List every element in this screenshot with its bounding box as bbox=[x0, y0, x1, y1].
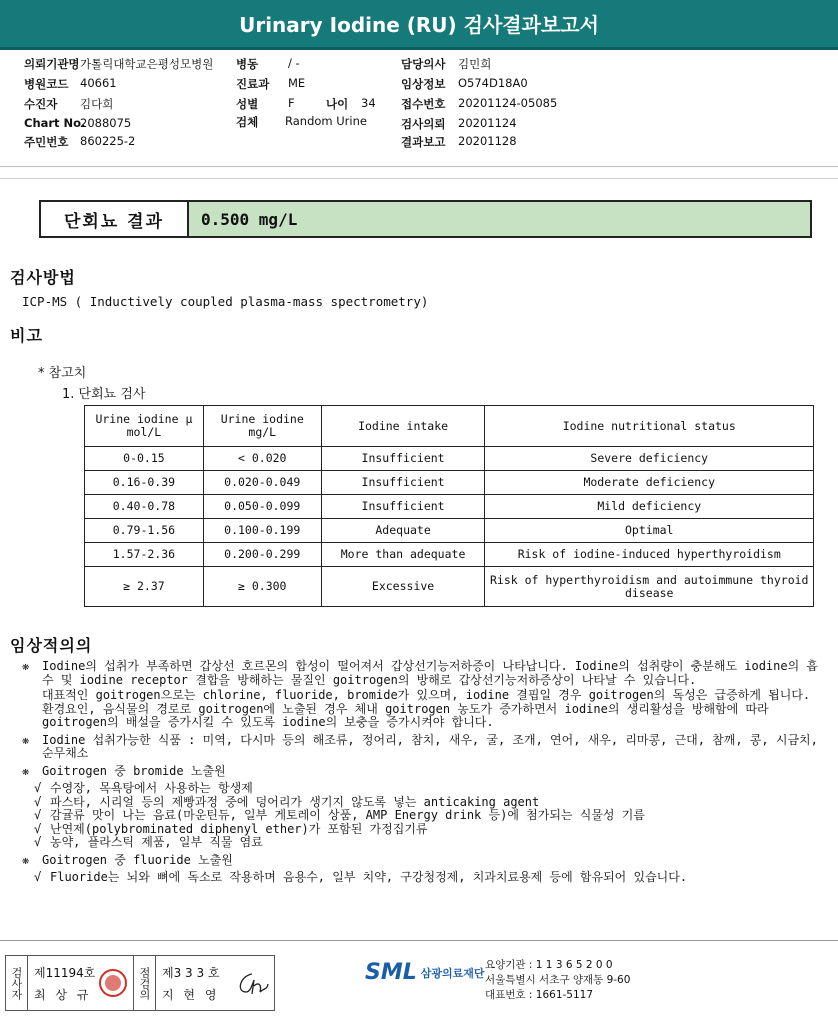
department-value: ME bbox=[288, 76, 306, 90]
signature-box bbox=[5, 955, 275, 1011]
specimen-value: Random Urine bbox=[285, 114, 367, 128]
method-title: 검사방법 bbox=[10, 268, 76, 287]
table-cell: 0.40-0.78 bbox=[85, 495, 204, 519]
doctor-value: 김민희 bbox=[458, 57, 492, 71]
examiner-number: 제11194호 bbox=[34, 966, 96, 980]
table-cell: 0-0.15 bbox=[85, 447, 204, 471]
reviewer-tag: 점검의 bbox=[134, 956, 156, 1010]
resident-label: 주민번호 bbox=[24, 135, 69, 149]
column-header: Iodine intake bbox=[321, 406, 485, 447]
list-item bbox=[34, 809, 822, 823]
table-cell: Mild deficiency bbox=[485, 495, 814, 519]
sex-label: 성별 bbox=[236, 97, 259, 111]
chart-label: Chart No. bbox=[24, 116, 86, 130]
footer-divider bbox=[0, 940, 838, 941]
table-cell: 0.100-0.199 bbox=[203, 519, 321, 543]
clinical-item bbox=[22, 765, 822, 779]
column-header: Urine iodine mg/L bbox=[203, 406, 321, 447]
table-cell: 0.16-0.39 bbox=[85, 471, 204, 495]
patient-info bbox=[0, 56, 838, 166]
receipt-value: 20201124-05085 bbox=[458, 96, 558, 110]
remarks-title: 비고 bbox=[10, 326, 43, 345]
receipt-label: 접수번호 bbox=[401, 97, 446, 111]
list-item-text: 감귤류 맛이 나는 음료(마운틴듀, 일부 게토레이 상품, AMP Energy drink 등)에 첨가되는 식물성 기름 bbox=[50, 808, 645, 822]
bromide-list bbox=[22, 782, 822, 850]
examiner-cell bbox=[28, 956, 134, 1010]
clinical-info-value: O574D18A0 bbox=[458, 76, 528, 90]
table-cell: 0.050-0.099 bbox=[203, 495, 321, 519]
table-row bbox=[85, 519, 814, 543]
reference-title: * 참고치 bbox=[38, 366, 87, 381]
table-row bbox=[85, 543, 814, 567]
table-cell: Risk of hyperthyroidism and autoimmune thyroid disease bbox=[485, 567, 814, 607]
department-label: 진료과 bbox=[236, 77, 270, 91]
column-header: Urine iodine μ mol/L bbox=[85, 406, 204, 447]
table-cell: ≥ 0.300 bbox=[203, 567, 321, 607]
list-item bbox=[34, 823, 822, 837]
table-cell: Excessive bbox=[321, 567, 485, 607]
clinical-paragraph: 대표적인 goitrogen으로는 chlorine, fluoride, bromide가 있으며, iodine 결핍일 경우 goitrogen의 독성은 급증하게 됩니다. 환경요인, 음식물의 경로로 goitrogen에 노출된 경우 체내 goitrogen 농도가 증가하면서 iodine의 생리활성을 방해함에 따라 goitrogen의 배설을 증가시킬 수 있도록 iodine의 보충을 증가시켜야 합니다. bbox=[42, 688, 811, 729]
clinical-item bbox=[22, 660, 822, 730]
table-cell: 0.79-1.56 bbox=[85, 519, 204, 543]
divider bbox=[0, 178, 838, 179]
reference-table bbox=[84, 405, 814, 607]
check-icon: √ bbox=[34, 870, 42, 884]
bullet-icon: ❋ bbox=[22, 659, 30, 673]
result-value: 0.500 mg/L bbox=[189, 202, 810, 236]
table-row bbox=[85, 447, 814, 471]
check-icon: √ bbox=[34, 808, 42, 822]
bullet-icon: ❋ bbox=[22, 852, 30, 867]
institution-value: 가톨릭대학교은평성모병원 bbox=[80, 57, 214, 71]
list-item-text: 수영장, 목욕탕에서 사용하는 항생제 bbox=[50, 781, 253, 795]
clinical-paragraph: Iodine의 섭취가 부족하면 갑상선 호르몬의 합성이 떨어져서 갑상선기능저하증이 나타납니다. Iodine의 섭취량이 충분해도 iodine의 흡수 및 iodine receptor 결합을 방해하는 물질인 goitrogen의 방해로 갑상선기능저하증상이 나타날 수 있습니다. bbox=[42, 659, 819, 687]
examiner-tag: 검사자 bbox=[6, 956, 28, 1010]
list-item-text: 농약, 플라스틱 제품, 일부 직물 염료 bbox=[50, 835, 263, 849]
report-value: 20201128 bbox=[458, 134, 517, 148]
table-row bbox=[85, 471, 814, 495]
sml-logo bbox=[365, 960, 485, 985]
list-item bbox=[34, 796, 822, 810]
reviewer-cell bbox=[156, 956, 274, 1010]
clinical-item bbox=[22, 854, 822, 868]
column-header: Iodine nutritional status bbox=[485, 406, 814, 447]
table-cell: Insufficient bbox=[321, 471, 485, 495]
ward-label: 병동 bbox=[236, 57, 259, 71]
table-cell: 1.57-2.36 bbox=[85, 543, 204, 567]
clinical-info-label: 임상정보 bbox=[401, 77, 446, 91]
bromide-title: Goitrogen 중 bromide 노출원 bbox=[42, 763, 226, 778]
table-cell: Severe deficiency bbox=[485, 447, 814, 471]
reviewer-name: 지 현 영 bbox=[162, 988, 220, 1002]
check-icon: √ bbox=[34, 781, 42, 795]
logo-name: 삼광의료재단 bbox=[420, 966, 485, 980]
reference-subtitle: 1. 단회뇨 검사 bbox=[62, 387, 146, 402]
list-item bbox=[34, 836, 822, 850]
table-cell: Risk of iodine-induced hyperthyroidism bbox=[485, 543, 814, 567]
list-item bbox=[34, 871, 822, 885]
table-cell: Moderate deficiency bbox=[485, 471, 814, 495]
age-label: 나이 bbox=[326, 97, 349, 111]
request-value: 20201124 bbox=[458, 116, 517, 130]
table-cell: < 0.020 bbox=[203, 447, 321, 471]
institution-label: 의뢰기관명 bbox=[24, 57, 80, 71]
seal-icon bbox=[98, 968, 128, 998]
request-label: 검사의뢰 bbox=[401, 117, 446, 131]
method-text: ICP-MS ( Inductively coupled plasma-mass spectrometry) bbox=[22, 294, 429, 309]
bullet-icon: ❋ bbox=[22, 732, 30, 747]
institution-code: 요양기관 : 1 1 3 6 5 2 0 0 bbox=[485, 959, 613, 971]
clinical-section bbox=[22, 660, 822, 885]
report-label: 결과보고 bbox=[401, 135, 446, 149]
clinical-item bbox=[22, 734, 822, 761]
ward-value: / - bbox=[288, 56, 300, 70]
table-cell: Insufficient bbox=[321, 495, 485, 519]
chart-value: 2088075 bbox=[80, 116, 132, 130]
result-label: 단회뇨 결과 bbox=[41, 202, 189, 236]
table-cell: More than adequate bbox=[321, 543, 485, 567]
signature-icon bbox=[234, 970, 270, 998]
specimen-label: 검체 bbox=[236, 115, 259, 129]
list-item-text: 파스타, 시리얼 등의 제빵과정 중에 덩어리가 생기지 않도록 넣는 anticaking agent bbox=[50, 794, 540, 809]
list-item-text: 난연제(polybrominated diphenyl ether)가 포함된 가정집기류 bbox=[50, 821, 428, 836]
check-icon: √ bbox=[34, 794, 42, 809]
logo-text: SML bbox=[365, 960, 417, 985]
report-title: Urinary Iodine (RU) 검사결과보고서 bbox=[0, 0, 838, 50]
address: 서울특별시 서초구 양재동 9-60 bbox=[485, 974, 631, 986]
fluoride-title: Goitrogen 중 fluoride 노출원 bbox=[42, 852, 233, 867]
result-box bbox=[39, 200, 812, 238]
table-cell: ≥ 2.37 bbox=[85, 567, 204, 607]
contact-info bbox=[485, 958, 630, 1003]
patient-value: 김다희 bbox=[80, 97, 114, 111]
table-cell: Adequate bbox=[321, 519, 485, 543]
table-header-row bbox=[85, 406, 814, 447]
fluoride-list bbox=[22, 871, 822, 885]
hospital-code-value: 40661 bbox=[80, 76, 117, 90]
table-cell: Optimal bbox=[485, 519, 814, 543]
hospital-code-label: 병원코드 bbox=[24, 77, 69, 91]
age-value: 34 bbox=[361, 96, 376, 110]
list-item-text: Fluoride는 뇌와 뼈에 독소로 작용하며 음용수, 일부 치약, 구강청정제, 치과치료용제 등에 함유되어 있습니다. bbox=[50, 870, 688, 884]
divider bbox=[0, 166, 838, 167]
patient-label: 수진자 bbox=[24, 97, 58, 111]
table-cell: 0.020-0.049 bbox=[203, 471, 321, 495]
phone: 대표번호 : 1661-5117 bbox=[485, 989, 594, 1001]
resident-value: 860225-2 bbox=[80, 134, 136, 148]
check-icon: √ bbox=[34, 835, 42, 849]
reviewer-number: 제3 3 3 호 bbox=[162, 966, 220, 980]
check-icon: √ bbox=[34, 821, 42, 836]
clinical-title: 임상적의의 bbox=[10, 636, 93, 655]
sex-value: F bbox=[288, 96, 295, 110]
table-cell: 0.200-0.299 bbox=[203, 543, 321, 567]
table-row bbox=[85, 567, 814, 607]
examiner-name: 최 상 규 bbox=[34, 988, 92, 1002]
bullet-icon: ❋ bbox=[22, 763, 30, 778]
table-row bbox=[85, 495, 814, 519]
list-item bbox=[34, 782, 822, 796]
doctor-label: 담당의사 bbox=[401, 57, 446, 71]
food-list: Iodine 섭취가능한 식품 : 미역, 다시마 등의 해조류, 정어리, 참치, 새우, 굴, 조개, 연어, 새우, 리마콩, 근대, 참깨, 콩, 시금치, 순무채소 bbox=[42, 732, 818, 760]
table-cell: Insufficient bbox=[321, 447, 485, 471]
